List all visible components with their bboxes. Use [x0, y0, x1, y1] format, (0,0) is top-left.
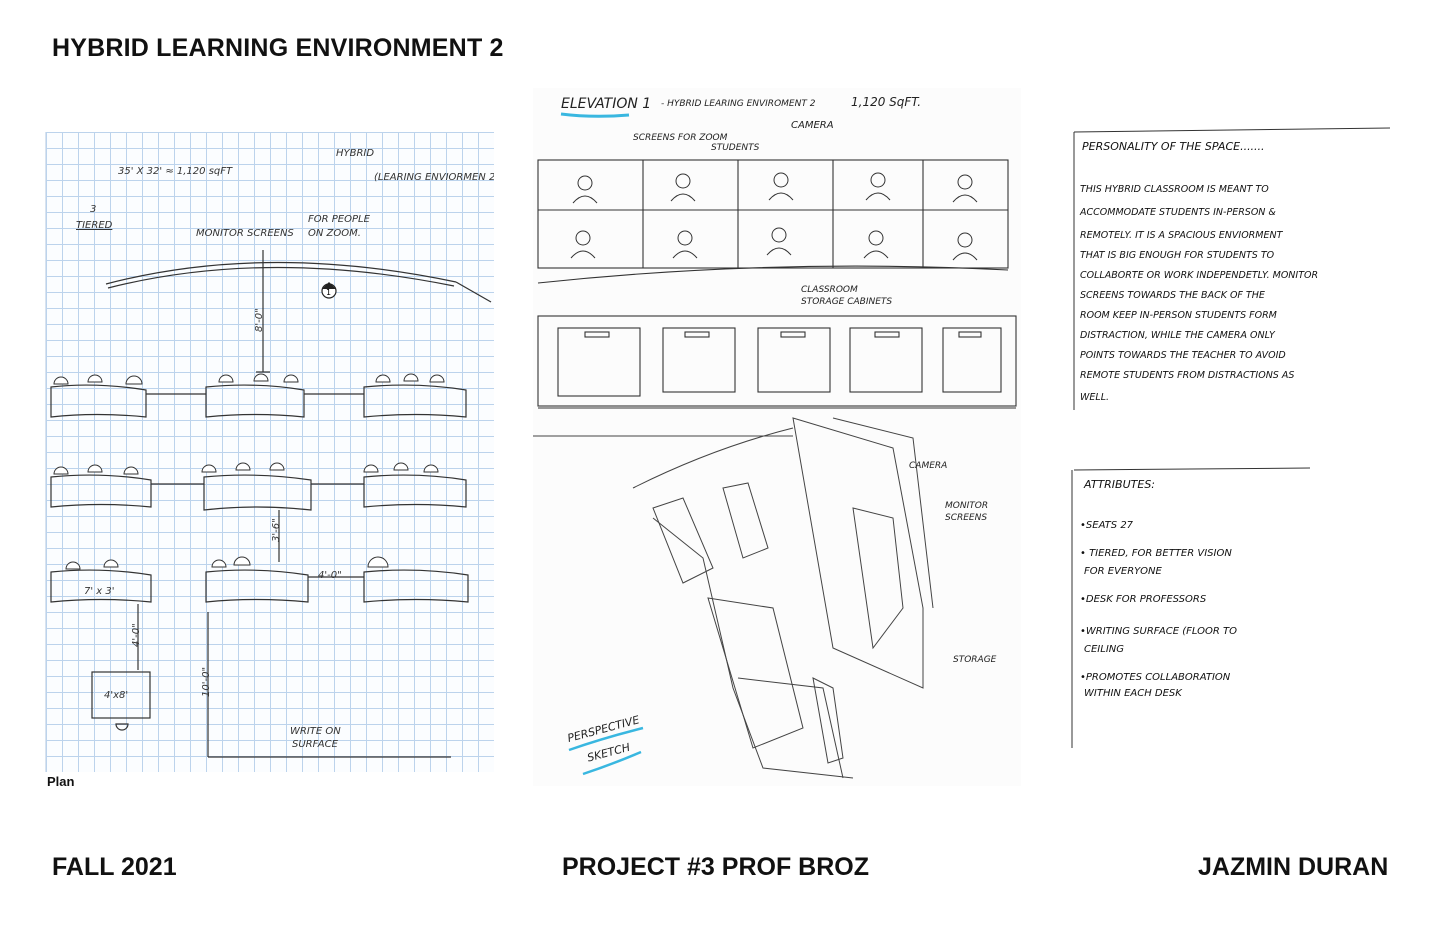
footer-project: PROJECT #3 PROF BROZ — [562, 853, 869, 881]
svg-text:THAT IS BIG ENOUGH FOR STUDENT: THAT IS BIG ENOUGH FOR STUDENTS TO — [1080, 250, 1275, 261]
svg-text:SCREENS FOR ZOOM: SCREENS FOR ZOOM — [633, 133, 728, 143]
svg-text:•DESK FOR PROFESSORS: •DESK FOR PROFESSORS — [1080, 594, 1207, 605]
table — [204, 475, 311, 510]
svg-text:THIS HYBRID CLASSROOM IS MEANT: THIS HYBRID CLASSROOM IS MEANT TO — [1080, 184, 1269, 195]
attributes-notes — [1080, 478, 1237, 699]
svg-text:SKETCH: SKETCH — [585, 740, 632, 765]
svg-text:ATTRIBUTES:: ATTRIBUTES: — [1084, 478, 1156, 491]
svg-text:•SEATS 27: •SEATS 27 — [1080, 520, 1134, 531]
svg-text:CAMERA: CAMERA — [909, 461, 948, 471]
svg-text:WELL.: WELL. — [1080, 392, 1110, 403]
elevation-drawing — [533, 88, 1021, 786]
svg-text:• TIERED, FOR BETTER VISION: • TIERED, FOR BETTER VISION — [1080, 548, 1232, 559]
svg-text:ACCOMMODATE STUDENTS IN-PERSON: ACCOMMODATE STUDENTS IN-PERSON & — [1080, 207, 1276, 218]
svg-text:7' x 3': 7' x 3' — [84, 586, 115, 597]
table — [206, 385, 304, 417]
footer-semester: FALL 2021 — [52, 853, 177, 881]
page-title: HYBRID LEARNING ENVIRONMENT 2 — [52, 34, 504, 62]
notes-drawing — [1060, 110, 1400, 770]
svg-text:REMOTE STUDENTS FROM DISTRACTI: REMOTE STUDENTS FROM DISTRACTIONS AS — [1080, 370, 1295, 381]
svg-text:TIERED: TIERED — [76, 220, 113, 231]
table — [51, 385, 146, 417]
storage-cabinets — [538, 316, 1016, 408]
notes-sheet — [1060, 110, 1400, 770]
personality-notes — [1079, 140, 1318, 403]
svg-text:CAMERA: CAMERA — [791, 120, 834, 131]
svg-text:HYBRID: HYBRID — [336, 148, 375, 159]
svg-text:8'-0": 8'-0" — [254, 308, 265, 332]
plan-caption: Plan — [47, 774, 75, 789]
svg-text:MONITOR: MONITOR — [945, 501, 989, 511]
svg-text:1: 1 — [326, 288, 332, 297]
section-marker — [322, 282, 336, 298]
svg-text:STORAGE CABINETS: STORAGE CABINETS — [801, 297, 893, 307]
svg-text:4'-0": 4'-0" — [318, 570, 342, 581]
svg-text:ROOM KEEP IN-PERSON STUDENTS F: ROOM KEEP IN-PERSON STUDENTS FORM — [1080, 310, 1277, 321]
svg-text:WITHIN EACH DESK: WITHIN EACH DESK — [1084, 688, 1182, 699]
plan-sketch — [45, 132, 494, 772]
table — [206, 570, 308, 602]
svg-text:•WRITING SURFACE (FLOOR TO: •WRITING SURFACE (FLOOR TO — [1080, 626, 1238, 637]
svg-text:3: 3 — [90, 204, 97, 215]
zoom-screen-wall — [538, 160, 1008, 283]
svg-text:4'x8': 4'x8' — [104, 690, 129, 701]
svg-text:REMOTELY. IT IS A SPACIOUS ENV: REMOTELY. IT IS A SPACIOUS ENVIORMENT — [1080, 230, 1283, 241]
svg-text:10'-0": 10'-0" — [201, 666, 212, 697]
svg-text:SURFACE: SURFACE — [292, 739, 338, 750]
svg-text:CEILING: CEILING — [1084, 644, 1124, 655]
svg-text:35' X 32' ≈ 1,120 sqFT: 35' X 32' ≈ 1,120 sqFT — [118, 166, 233, 177]
elevation-sketch — [533, 88, 1021, 786]
student-avatars — [571, 173, 977, 260]
svg-text:4'-0": 4'-0" — [131, 623, 142, 647]
svg-text:SCREENS: SCREENS — [945, 513, 988, 523]
monitor-wall — [106, 262, 456, 284]
table — [51, 475, 151, 507]
chairs — [54, 374, 444, 569]
svg-text:ON ZOOM.: ON ZOOM. — [308, 228, 361, 239]
svg-text:SCREENS TOWARDS THE BACK OF TH: SCREENS TOWARDS THE BACK OF THE — [1080, 290, 1265, 301]
svg-text:1,120 SqFT.: 1,120 SqFT. — [851, 95, 922, 109]
svg-text:•PROMOTES COLLABORATION: •PROMOTES COLLABORATION — [1080, 672, 1231, 683]
svg-text:STUDENTS: STUDENTS — [711, 143, 760, 153]
plan-drawing — [46, 132, 494, 772]
svg-text:MONITOR SCREENS: MONITOR SCREENS — [196, 228, 294, 239]
svg-text:- HYBRID LEARING ENVIROMENT 2: - HYBRID LEARING ENVIROMENT 2 — [661, 99, 816, 109]
footer-author: JAZMIN DURAN — [1198, 853, 1389, 881]
svg-text:DISTRACTION, WHILE THE CAMERA: DISTRACTION, WHILE THE CAMERA ONLY — [1080, 330, 1275, 341]
svg-text:COLLABORTE OR WORK INDEPENDETL: COLLABORTE OR WORK INDEPENDETLY. MONITOR — [1080, 270, 1319, 281]
svg-text:3'-6": 3'-6" — [271, 518, 282, 542]
svg-text:PERSPECTIVE: PERSPECTIVE — [566, 713, 641, 746]
svg-text:ELEVATION 1: ELEVATION 1 — [561, 96, 652, 112]
table — [364, 475, 466, 507]
svg-text:(LEARING ENVIORMEN 2): (LEARING ENVIORMEN 2) — [374, 172, 494, 183]
table — [364, 385, 466, 417]
svg-text:STORAGE: STORAGE — [953, 655, 997, 665]
svg-text:POINTS TOWARDS THE TEACHER TO: POINTS TOWARDS THE TEACHER TO AVOID — [1080, 350, 1286, 361]
svg-text:FOR EVERYONE: FOR EVERYONE — [1084, 566, 1162, 577]
svg-text:PERSONALITY OF THE SPACE......: PERSONALITY OF THE SPACE....... — [1082, 140, 1265, 153]
table — [364, 570, 468, 602]
svg-text:CLASSROOM: CLASSROOM — [801, 285, 858, 295]
svg-text:FOR PEOPLE: FOR PEOPLE — [308, 214, 370, 225]
svg-text:WRITE ON: WRITE ON — [290, 726, 341, 737]
perspective-drawing — [533, 418, 933, 778]
